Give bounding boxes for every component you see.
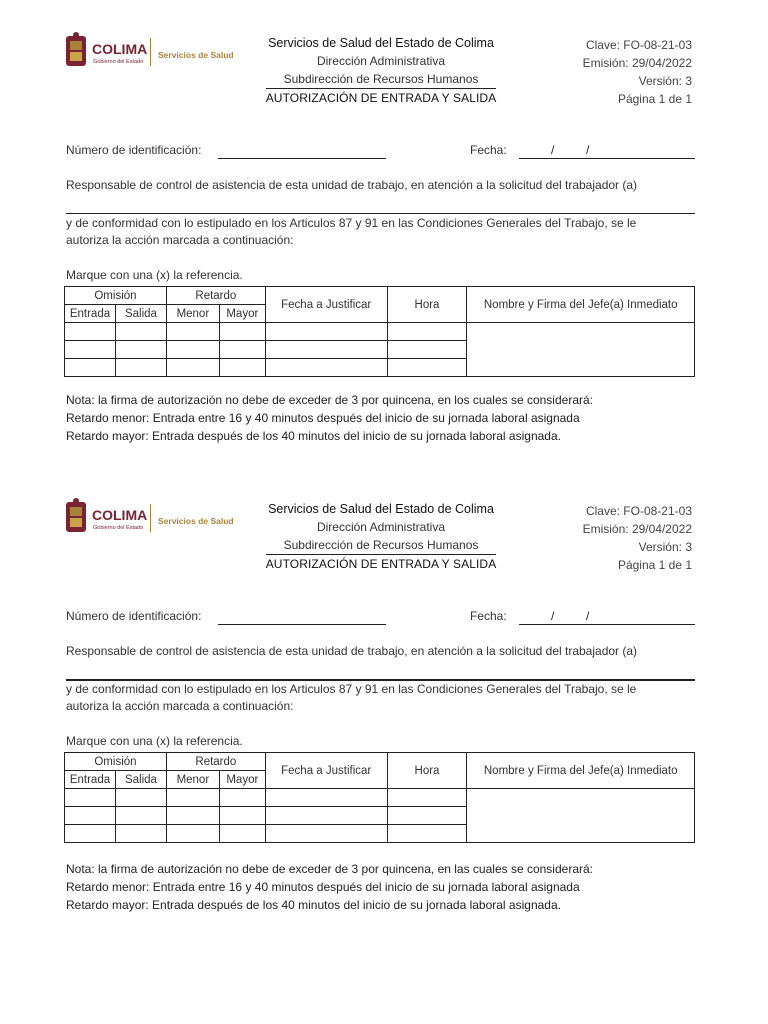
header-retardo: Retardo	[166, 287, 265, 305]
retardo-menor-text: Retardo menor: Entrada entre 16 y 40 minutos después del inicio de su jornada laboral asignada	[66, 880, 580, 894]
header-omision: Omisión	[65, 753, 167, 771]
form-title: AUTORIZACIÓN DE ENTRADA Y SALIDA	[265, 557, 497, 571]
form-copy-1	[0, 0, 768, 465]
worker-name-field[interactable]	[66, 679, 695, 681]
nota-text: Nota: la firma de autorización no debe de exceder de 3 por quincena, en los cuales se considerará:	[66, 393, 593, 407]
org-direction: Dirección Administrativa	[316, 520, 446, 534]
pagina: Página 1 de 1	[617, 558, 692, 572]
header-salida: Salida	[115, 771, 166, 789]
conformidad-line2: autoriza la acción marcada a continuación:	[66, 699, 294, 713]
conformidad-line2: autoriza la acción marcada a continuación:	[66, 233, 294, 247]
document-meta	[583, 36, 692, 108]
cell-salida[interactable]	[115, 825, 166, 843]
id-label: Número de identificación:	[66, 609, 202, 623]
cell-salida[interactable]	[115, 789, 166, 807]
cell-menor[interactable]	[166, 825, 219, 843]
cell-hora[interactable]	[387, 359, 467, 377]
org-direction: Dirección Administrativa	[316, 54, 446, 68]
header-menor: Menor	[166, 771, 219, 789]
authorization-table	[64, 286, 695, 377]
version: Versión: 3	[638, 74, 692, 88]
cell-salida[interactable]	[115, 359, 166, 377]
cell-menor[interactable]	[166, 341, 219, 359]
header-omision: Omisión	[65, 287, 167, 305]
cell-mayor[interactable]	[219, 323, 265, 341]
fecha-field[interactable]	[519, 624, 695, 625]
logo-service: Servicios de Salud	[158, 516, 234, 526]
org-name: Servicios de Salud del Estado de Colima	[268, 502, 494, 516]
signature-cell[interactable]	[467, 323, 695, 377]
cell-entrada[interactable]	[65, 341, 116, 359]
colima-logo	[64, 498, 234, 538]
header-retardo: Retardo	[166, 753, 265, 771]
emision: Emisión: 29/04/2022	[582, 56, 692, 70]
org-subdirection: Subdirección de Recursos Humanos	[266, 536, 497, 555]
retardo-mayor-text: Retardo mayor: Entrada después de los 40 minutos del inicio de su jornada laboral asignada.	[66, 429, 561, 443]
cell-mayor[interactable]	[219, 789, 265, 807]
signature-cell[interactable]	[467, 789, 695, 843]
org-name: Servicios de Salud del Estado de Colima	[268, 36, 494, 50]
cell-mayor[interactable]	[219, 341, 265, 359]
cell-fecha[interactable]	[265, 789, 387, 807]
marque-text: Marque con una (x) la referencia.	[66, 734, 243, 748]
authorization-table	[64, 752, 695, 843]
org-subdirection: Subdirección de Recursos Humanos	[266, 70, 497, 89]
cell-menor[interactable]	[166, 323, 219, 341]
logo-sub: Gobierno del Estado	[93, 59, 144, 65]
document-meta	[583, 502, 692, 574]
cell-fecha[interactable]	[265, 341, 387, 359]
org-header	[240, 500, 522, 573]
date-separator: /	[551, 143, 555, 157]
header-nombre-firma: Nombre y Firma del Jefe(a) Inmediato	[467, 287, 695, 323]
cell-hora[interactable]	[387, 323, 467, 341]
logo-text: COLIMA	[92, 41, 148, 57]
header-salida: Salida	[115, 305, 166, 323]
cell-salida[interactable]	[115, 807, 166, 825]
worker-name-field[interactable]	[66, 213, 695, 214]
nota-text: Nota: la firma de autorización no debe de exceder de 3 por quincena, en las cuales se considerará:	[66, 862, 593, 876]
org-header	[240, 34, 522, 107]
cell-entrada[interactable]	[65, 323, 116, 341]
conformidad-line1: y de conformidad con lo estipulado en los Articulos 87 y 91 en las Condiciones Generales del Trabajo, se le	[66, 216, 637, 230]
header-fecha-justificar: Fecha a Justificar	[265, 753, 387, 789]
cell-menor[interactable]	[166, 789, 219, 807]
cell-hora[interactable]	[387, 341, 467, 359]
colima-logo	[64, 32, 234, 72]
fecha-field[interactable]	[519, 158, 695, 159]
cell-entrada[interactable]	[65, 807, 116, 825]
cell-entrada[interactable]	[65, 789, 116, 807]
fecha-label: Fecha:	[470, 143, 507, 157]
cell-fecha[interactable]	[265, 359, 387, 377]
emision: Emisión: 29/04/2022	[582, 522, 692, 536]
cell-hora[interactable]	[387, 825, 467, 843]
header-hora: Hora	[387, 287, 467, 323]
logo-text: COLIMA	[92, 507, 148, 523]
id-field[interactable]	[218, 158, 386, 159]
header-hora: Hora	[387, 753, 467, 789]
form-title: AUTORIZACIÓN DE ENTRADA Y SALIDA	[265, 91, 497, 105]
cell-hora[interactable]	[387, 807, 467, 825]
logo-service: Servicios de Salud	[158, 50, 234, 60]
retardo-mayor-text: Retardo mayor: Entrada después de los 40 minutos del inicio de su jornada laboral asignada.	[66, 898, 561, 912]
date-separator: /	[586, 143, 590, 157]
cell-salida[interactable]	[115, 323, 166, 341]
cell-salida[interactable]	[115, 341, 166, 359]
id-field[interactable]	[218, 624, 386, 625]
logo-sub: Gobierno del Estado	[93, 525, 144, 531]
responsable-text: Responsable de control de asistencia de esta unidad de trabajo, en atención a la solicitud del trabajador (a)	[66, 644, 638, 658]
header-nombre-firma: Nombre y Firma del Jefe(a) Inmediato	[467, 753, 695, 789]
cell-fecha[interactable]	[265, 825, 387, 843]
retardo-menor-text: Retardo menor: Entrada entre 16 y 40 minutos después del inicio de su jornada laboral asignada	[66, 411, 580, 425]
version: Versión: 3	[638, 540, 692, 554]
header-entrada: Entrada	[65, 771, 116, 789]
cell-fecha[interactable]	[265, 807, 387, 825]
cell-entrada[interactable]	[65, 359, 116, 377]
form-copy-2	[0, 466, 768, 931]
header-entrada: Entrada	[65, 305, 116, 323]
cell-fecha[interactable]	[265, 323, 387, 341]
cell-mayor[interactable]	[219, 807, 265, 825]
cell-mayor[interactable]	[219, 825, 265, 843]
conformidad-line1: y de conformidad con lo estipulado en los Articulos 87 y 91 en las Condiciones Generales del Trabajo, se le	[66, 682, 637, 696]
cell-menor[interactable]	[166, 807, 219, 825]
marque-text: Marque con una (x) la referencia.	[66, 268, 243, 282]
header-menor: Menor	[166, 305, 219, 323]
id-label: Número de identificación:	[66, 143, 202, 157]
pagina: Página 1 de 1	[617, 92, 692, 106]
cell-menor[interactable]	[166, 359, 219, 377]
cell-entrada[interactable]	[65, 825, 116, 843]
header-mayor: Mayor	[219, 771, 265, 789]
date-separator: /	[551, 609, 555, 623]
cell-mayor[interactable]	[219, 359, 265, 377]
header-mayor: Mayor	[219, 305, 265, 323]
header-fecha-justificar: Fecha a Justificar	[265, 287, 387, 323]
cell-hora[interactable]	[387, 789, 467, 807]
date-separator: /	[586, 609, 590, 623]
clave: Clave: FO-08-21-03	[585, 504, 692, 518]
fecha-label: Fecha:	[470, 609, 507, 623]
responsable-text: Responsable de control de asistencia de esta unidad de trabajo, en atención a la solicitud del trabajador (a)	[66, 178, 638, 192]
clave: Clave: FO-08-21-03	[585, 38, 692, 52]
